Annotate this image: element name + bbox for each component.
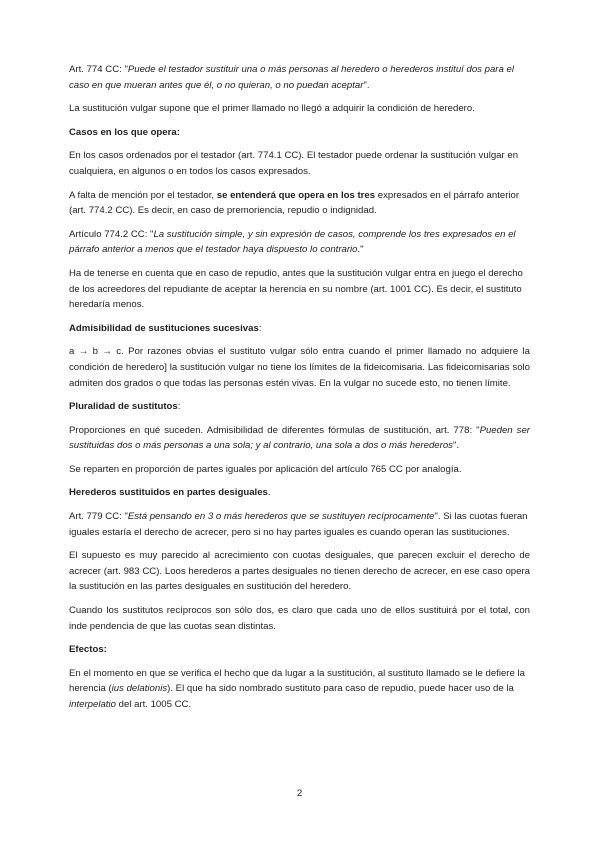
italic-text: interpelatio [69,699,116,710]
text: del art. 1005 CC. [115,699,192,710]
quote-text: Puede el testador sustituir una o más personas al heredero o herederos instituí dos para el caso en que mueran antes que él, o no quieran, o no puedan aceptar [69,64,514,91]
text: Art. 779 CC: " [69,511,128,523]
text: Art. 774 CC: " [69,64,128,75]
italic-text: ius delationis [111,683,168,695]
text: Artículo 774.2 CC: " [69,228,154,240]
paragraph-efectos [69,666,530,713]
paragraph-falta-mencion [69,188,530,219]
paragraph-art-774 [69,62,530,93]
quote-text: Está pensando en 3 o más herederos que se sustituyen recíprocamente [127,511,435,523]
quote-text: La sustitución simple, y sin expresión de casos, comprende los tres expresados en el párrafo anterior a menos que el testador haya dispuesto lo contrario [69,228,516,256]
paragraph-vulgar-definition: La sustitución vulgar supone que el primer llamado no llegó a adquirir la condición de heredero. [69,103,475,115]
paragraph-repudio: Ha de tenerse en cuenta que en caso de repudio, antes que la sustitución vulgar entra en juego el derecho de los acreedores del repudiante de aceptar la herencia en su nombre (art. 1001 CC). Es decir, el sustituto heredaría menos. [69,267,523,311]
text: ". Si las cuotas fueran iguales estaría el derecho de acrecer, pero si no hay partes iguales es cuando operan las sustituciones. [69,511,528,538]
text: . [267,487,271,499]
heading-text: Herederos sustituidos en partes desiguales [69,487,268,499]
text: ". [452,440,460,452]
paragraph-art-779 [69,509,530,540]
heading-partes-desiguales [69,485,530,501]
paragraph-casos-ordenados: En los casos ordenados por el testador (art. 774.1 CC). El testador puede ordenar la sustitución vulgar en cualquiera, en algunos o en todos los casos expresados. [69,150,519,177]
paragraph-reparten: Se reparten en proporción de partes iguales por aplicación del artículo 765 CC por analogía. [69,463,462,475]
paragraph-acrecimiento: El supuesto es muy parecido al acrecimiento con cuotas desiguales, que parecen excluir el derecho de acrecer (art. 983 CC). Loos herederos a partes desiguales no tienen derecho de acrecer, en ese caso opera la sustitución en las partes desiguales en sustitución del heredero. [69,550,530,593]
paragraph-sucesivas: a → b → c. Por razones obvias el sustituto vulgar sólo entra cuando el primer llamado no adquiere la condición de heredero] la sustitución vulgar no tiene los límites de la fideicomisaria. Las fideicomisarias solo admiten dos grados o que todas las personas estén vivas. En la vulgar no sucede esto, no tienen límite. [69,346,530,389]
text: ." [357,244,364,256]
heading-admisibilidad [69,321,530,337]
quote-text: Pueden ser sustituidas dos o más personas a una sola; y al contrario, una sola a dos o más herederos [69,424,530,452]
text: ). El que ha sido nombrado sustituto para caso de repudio, puede hacer uso de la [167,683,514,695]
text: : [177,401,181,413]
heading-casos: Casos en los que opera: [69,126,180,138]
heading-text: Admisibilidad de sustituciones sucesivas [69,322,259,334]
text: En el momento en que se verifica el hecho que da lugar a la sustitución, al sustituto llamado se le defiere la herencia ( [69,667,525,695]
page-number: 2 [296,788,303,799]
bold-text: se entenderá que opera en los tres [216,189,376,201]
paragraph-proporciones [69,423,530,454]
text: Proporciones en qué suceden. Admisibilidad de diferentes fórmulas de sustitución, art. 778: " [69,424,480,436]
paragraph-art-774-2 [69,227,530,258]
text: : [258,322,262,334]
paragraph-reciprocos: Cuando los sustitutos recíprocos son sólo dos, es claro que cada uno de ellos sustituirá por el total, con inde pendencia de que las cuotas sean distintas. [69,605,530,632]
heading-text: Pluralidad de sustitutos [69,401,178,413]
text: A falta de mención por el testador, [69,189,217,201]
text: expresados en el párrafo anterior (art. 774.2 CC). Es decir, en caso de premoriencia, repudio o indignidad. [69,189,520,217]
heading-pluralidad [69,399,530,415]
text: ". [363,79,370,91]
document-body [69,62,530,721]
heading-efectos: Efectos: [69,644,107,656]
